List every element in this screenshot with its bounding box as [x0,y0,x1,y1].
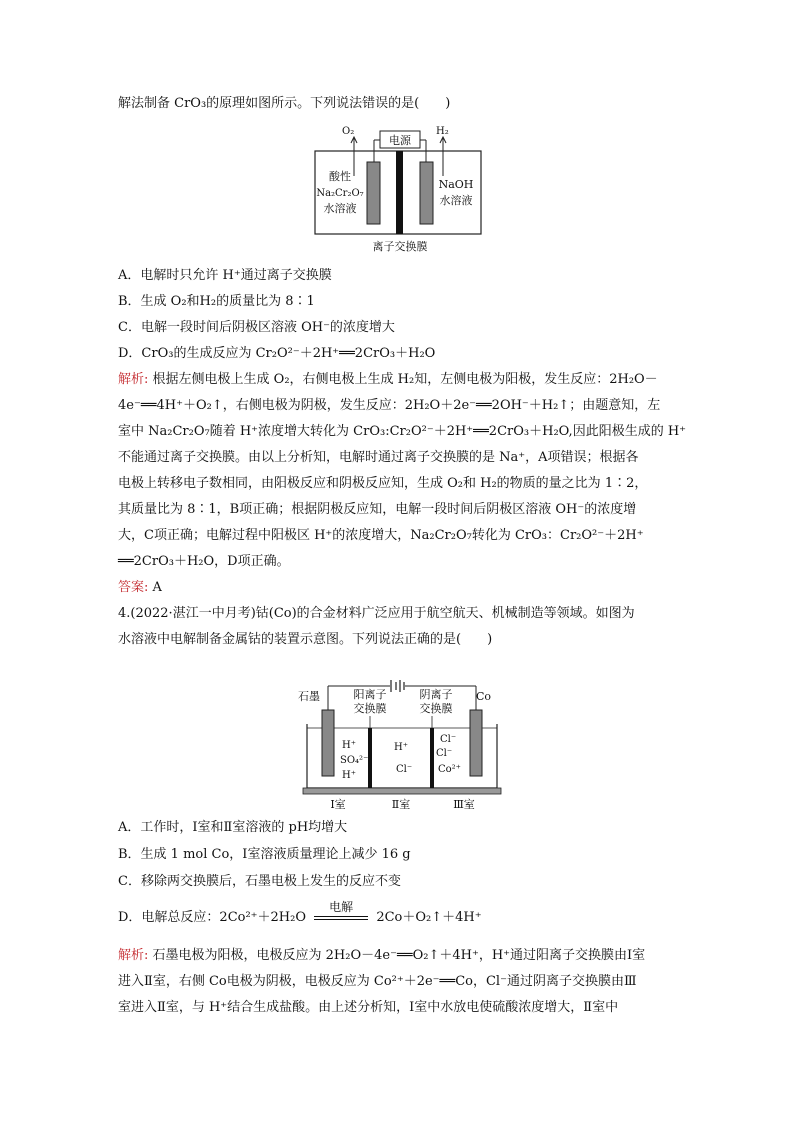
left-solution-line3: 水溶液 [323,202,357,215]
q3-analysis-line-5: 电极上转移电子数相同，由阳极反应和阴极反应知，生成 O₂和 H₂的物质的量之比为 1∶2， [118,476,648,491]
q4-option-a: A．工作时，Ⅰ室和Ⅱ室溶液的 pH均增大 [118,820,348,835]
q4-option-b: B．生成 1 mol Co，Ⅰ室溶液质量理论上减少 16 g [118,847,411,862]
cation-membrane-label-2: 交换膜 [353,702,387,715]
q4-stem-line-2: 水溶液中电解制备金属钴的装置示意图。下列说法正确的是( ) [118,632,493,647]
right-solution-line1: NaOH [438,178,474,191]
q3-answer-label: 答案: [118,580,149,595]
power-label: 电源 [389,134,411,147]
room3-ion-2: Cl⁻ [436,748,453,759]
q4-analysis-line-1: 解析: 石墨电极为阳极，电极反应为 2H₂O－4e⁻══O₂↑＋4H⁺，H⁺通过阳离子交换膜由Ⅰ室 [118,948,646,963]
q3-analysis-label: 解析: [118,372,149,387]
room3-ion-3: Co²⁺ [438,764,461,775]
q3-analysis-line-8: ══2CrO₃＋H₂O，D项正确。 [118,554,290,569]
anion-membrane-label-2: 交换膜 [419,702,453,715]
q3-answer [118,578,678,598]
q3-analysis-line-2: 4e⁻══4H⁺＋O₂↑，右侧电极为阴极，发生反应：2H₂O＋2e⁻══2OH⁻＋H₂↑；由题意知，左 [118,398,661,413]
room1-ion-2: SO₄²⁻ [340,755,369,766]
right-solution-line2: 水溶液 [439,194,473,207]
q3-option-a: A．电解时只允许 H⁺通过离子交换膜 [118,268,332,283]
room3-ion-1: Cl⁻ [440,734,457,745]
q3-stem: 解法制备 CrO₃的原理如图所示。下列说法错误的是( ) [118,96,451,111]
q4-analysis-label: 解析: [118,948,149,963]
q3-option-b: B．生成 O₂和H₂的质量比为 8∶1 [118,294,315,309]
left-electrode [367,162,380,224]
anion-exchange-membrane [430,728,434,788]
room2-label: Ⅱ室 [391,798,411,811]
membrane-label: 离子交换膜 [372,240,428,253]
o2-label: O₂ [342,126,355,137]
graphite-electrode [322,710,334,776]
room2-ion-1: H⁺ [394,742,408,753]
room1-ion-1: H⁺ [342,740,356,751]
q4-analysis-line-2: 进入Ⅱ室，右侧 Co电极为阴极，电极反应为 Co²⁺＋2e⁻══Co，Cl⁻通过阴离子交换膜由Ⅲ [118,974,637,989]
reaction-condition-arrow: 电解 [314,908,368,928]
room1-ion-3: H⁺ [342,770,356,781]
q3-analysis-line-3: 室中 Na₂Cr₂O₇随着 H⁺浓度增大转化为 CrO₃:Cr₂O²⁻＋2H⁺══2CrO₃＋H₂O,因此阳极生成的 H⁺ [118,424,687,439]
q4-option-c: C．移除两交换膜后，石墨电极上发生的反应不变 [118,874,401,889]
q4-option-d: D．电解总反应：2Co²⁺＋2H₂O 电解 2Co＋O₂↑＋4H⁺ [118,908,678,928]
q4-analysis-line-3: 室进入Ⅱ室，与 H⁺结合生成盐酸。由上述分析知，Ⅰ室中水放电使硫酸浓度增大，Ⅱ室中 [118,1000,619,1015]
q3-option-c: C．电解一段时间后阴极区溶液 OH⁻的浓度增大 [118,320,395,335]
cation-exchange-membrane [368,728,372,788]
electrolysis-figure-2 [290,672,510,812]
co-electrode [470,710,482,776]
left-solution-line1: 酸性 [329,170,351,183]
anion-membrane-label-1: 阴离子 [419,688,453,701]
q3-analysis-line-1: 解析: 根据左侧电极上生成 O₂，右侧电极上生成 H₂知，左侧电极为阳极，发生反应：2H₂O－ [118,372,658,387]
q3-analysis-line-4: 不能通过离子交换膜。由以上分析知，电解时通过离子交换膜的是 Na⁺，A项错误；根据各 [118,450,639,465]
co-label: Co [476,690,492,703]
q3-analysis-line-6: 其质量比为 8∶1，B项正确；根据阴极反应知，电解一段时间后阴极区溶液 OH⁻的浓度增 [118,502,637,517]
right-electrode [420,162,433,224]
electrolysis-figure-1 [300,118,500,258]
room2-ion-2: Cl⁻ [396,764,413,775]
q3-analysis-line-7: 大，C项正确；电解过程中阳极区 H⁺的浓度增大，Na₂Cr₂O₇转化为 CrO₃：Cr₂O²⁻＋2H⁺ [118,528,644,543]
ion-exchange-membrane [396,151,403,234]
h2-label: H₂ [436,126,449,137]
room1-label: Ⅰ室 [330,798,346,811]
left-solution-line2: Na₂Cr₂O₇ [316,188,364,199]
graphite-label: 石墨 [298,690,320,703]
q3-option-d: D．CrO₃的生成反应为 Cr₂O²⁻＋2H⁺══2CrO₃＋H₂O [118,346,436,361]
cation-membrane-label-1: 阳离子 [353,688,387,701]
q4-stem-line-1: 4.(2022·湛江一中月考)钴(Co)的合金材料广泛应用于航空航天、机械制造等领域。如图为 [118,606,635,621]
q3-answer-value: A [148,580,162,595]
room3-label: Ⅲ室 [453,798,475,811]
